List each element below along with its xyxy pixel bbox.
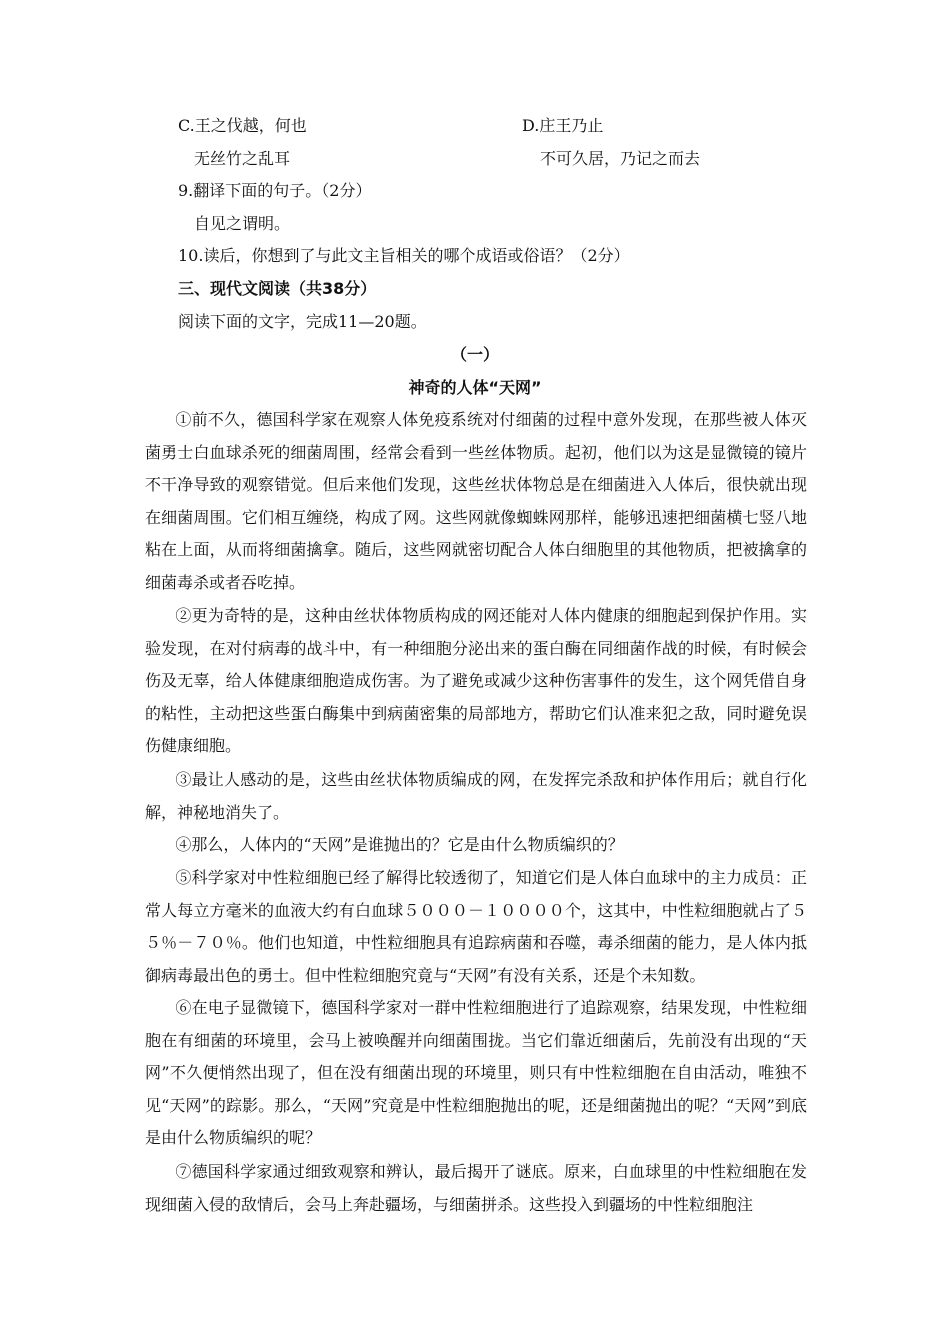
article-paragraph-2: ②更为奇特的是，这种由丝状体物质构成的网还能对人体内健康的细胞起到保护作用。实验发现，在对付病毒的战斗中，有一种细胞分泌出来的蛋白酶在同细菌作战的时候，有时候会伤及无辜，给人体健康细胞造成伤害。为了避免或减少这种伤害事件的发生，这个网凭借自身的粘性，主动把这些蛋白酶集中到病菌密集的局部地方，帮助它们认准来犯之敌，同时避免误伤健康细胞。 (145, 606, 807, 756)
section-heading: 三、现代文阅读（共38分） (178, 279, 377, 298)
article-paragraph-3: ③最让人感动的是，这些由丝状体物质编成的网，在发挥完杀敌和护体作用后；就自行化解，神秘地消失了。 (145, 770, 807, 822)
article-paragraph-1: ①前不久，德国科学家在观察人体免疫系统对付细菌的过程中意外发现，在那些被人体灭菌勇士白血球杀死的细菌周围，经常会看到一些丝体物质。起初，他们以为这是显微镜的镜片不干净导致的观察错觉。但后来他们发现，这些丝状体物总是在细菌进入人体后，很快就出现在细菌周围。它们相互缠绕，构成了网。这些网就像蜘蛛网那样，能够迅速把细菌横七竖八地粘在上面，从而将细菌擒拿。随后，这些网就密切配合人体白细胞里的其他物质，把被擒拿的细菌毒杀或者吞吃掉。 (145, 410, 807, 592)
option-c: C.王之伐越，何也 (178, 116, 307, 135)
question-9: 9.翻译下面的句子。（2分） (178, 181, 372, 200)
article-part-label: （一） (450, 345, 499, 364)
question-10: 10.读后，你想到了与此文主旨相关的哪个成语或俗语？（2分） (178, 246, 630, 265)
option-d: D.庄王乃止 (522, 116, 604, 135)
article-title: 神奇的人体“天网” (408, 378, 542, 397)
article-paragraph-7: ⑦德国科学家通过细致观察和辨认，最后揭开了谜底。原来，白血球里的中性粒细胞在发现细菌入侵的敌情后，会马上奔赴疆场，与细菌拼杀。这些投入到疆场的中性粒细胞注 (145, 1162, 807, 1214)
article-paragraph-4: ④那么，人体内的“天网”是谁抛出的？它是由什么物质编织的？ (175, 835, 624, 854)
article-paragraph-5: ⑤科学家对中性粒细胞已经了解得比较透彻了，知道它们是人体白血球中的主力成员：正常人每立方毫米的血液大约有白血球５０００－１００００个，这其中，中性粒细胞就占了５５％－７０％。他们也知道，中性粒细胞具有追踪病菌和吞噬，毒杀细菌的能力，是人体内抵御病毒最出色的勇士。但中性粒细胞究竟与“天网”有没有关系，还是个未知数。 (145, 868, 807, 985)
option-c-sub: 无丝竹之乱耳 (194, 149, 291, 168)
question-9-sentence: 自见之谓明。 (194, 214, 291, 233)
article-paragraph-6: ⑥在电子显微镜下，德国科学家对一群中性粒细胞进行了追踪观察，结果发现，中性粒细胞在有细菌的环境里，会马上被唤醒并向细菌围拢。当它们靠近细菌后，先前没有出现的“天网”不久便悄然出现了，但在没有细菌出现的环境里，则只有中性粒细胞在自由活动，唯独不见“天网”的踪影。那么，“天网”究竟是中性粒细胞抛出的呢，还是细菌抛出的呢？“天网”到底是由什么物质编织的呢？ (145, 998, 807, 1148)
section-instruction: 阅读下面的文字，完成11—20题。 (178, 312, 427, 331)
option-d-sub: 不可久居，乃记之而去 (540, 149, 701, 168)
